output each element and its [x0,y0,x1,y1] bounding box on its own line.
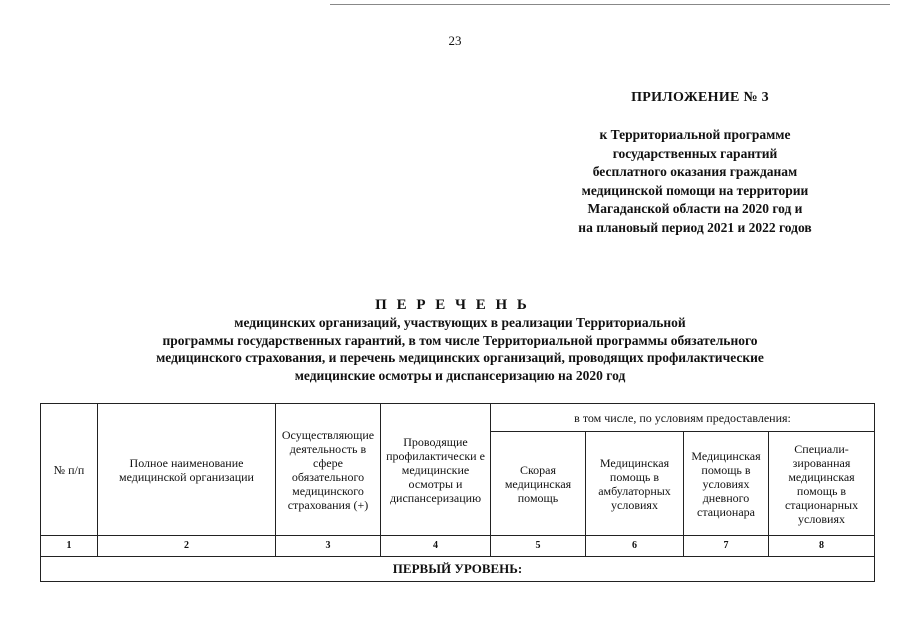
header-day-hospital: Медицинская помощь в условиях дневного стационара [684,432,769,536]
appendix-title: ПРИЛОЖЕНИЕ № 3 [631,90,769,105]
list-subtitle [90,314,830,384]
page-number: 23 [448,33,462,48]
appendix-line: бесплатного оказания гражданам [592,164,798,179]
column-number: 3 [276,536,381,557]
header-prof: Проводящие профилактически е медицинские осмотры и диспансеризацию [381,404,491,536]
top-rule [330,4,890,5]
header-num: № п/п [41,404,98,536]
column-numbers-row [41,536,875,557]
subtitle-line: программы государственных гарантий, в том числе Территориальной программы обязательного [162,332,758,348]
list-title: П Е Р Е Ч Е Н Ь [375,297,530,313]
organizations-table [40,403,875,582]
appendix-line: к Территориальной программе [599,127,791,142]
header-ambulance: Скорая медицинская помощь [491,432,586,536]
subtitle-line: медицинских организаций, участвующих в реализации Территориальной [234,315,686,330]
header-inpatient: Специали-зированная медицинская помощь в стационарных условиях [769,432,875,536]
column-number: 1 [41,536,98,557]
appendix-line: медицинской помощи на территории [581,182,809,198]
level-row [41,557,875,582]
column-number: 6 [586,536,684,557]
column-number: 2 [98,536,276,557]
level-heading: ПЕРВЫЙ УРОВЕНЬ: [41,557,875,582]
appendix-line: на плановый период 2021 и 2022 годов [578,219,812,235]
subtitle-line: медицинского страхования, и перечень медицинских организаций, проводящих профилактические [156,350,764,365]
header-outpatient: Медицинская помощь в амбулаторных условиях [586,432,684,536]
appendix-line: Магаданской области на 2020 год и [587,201,803,216]
header-conditions-group: в том числе, по условиям предоставления: [491,404,875,432]
appendix-line: государственных гарантий [612,145,778,161]
column-number: 7 [684,536,769,557]
column-number: 4 [381,536,491,557]
header-oms: Осуществляющие деятельность в сфере обязательного медицинского страхования (+) [276,404,381,536]
header-name: Полное наименование медицинской организации [98,404,276,536]
column-number: 5 [491,536,586,557]
subtitle-line: медицинские осмотры и диспансеризацию на 2020 год [294,367,626,383]
appendix-caption [545,126,845,237]
column-number: 8 [769,536,875,557]
